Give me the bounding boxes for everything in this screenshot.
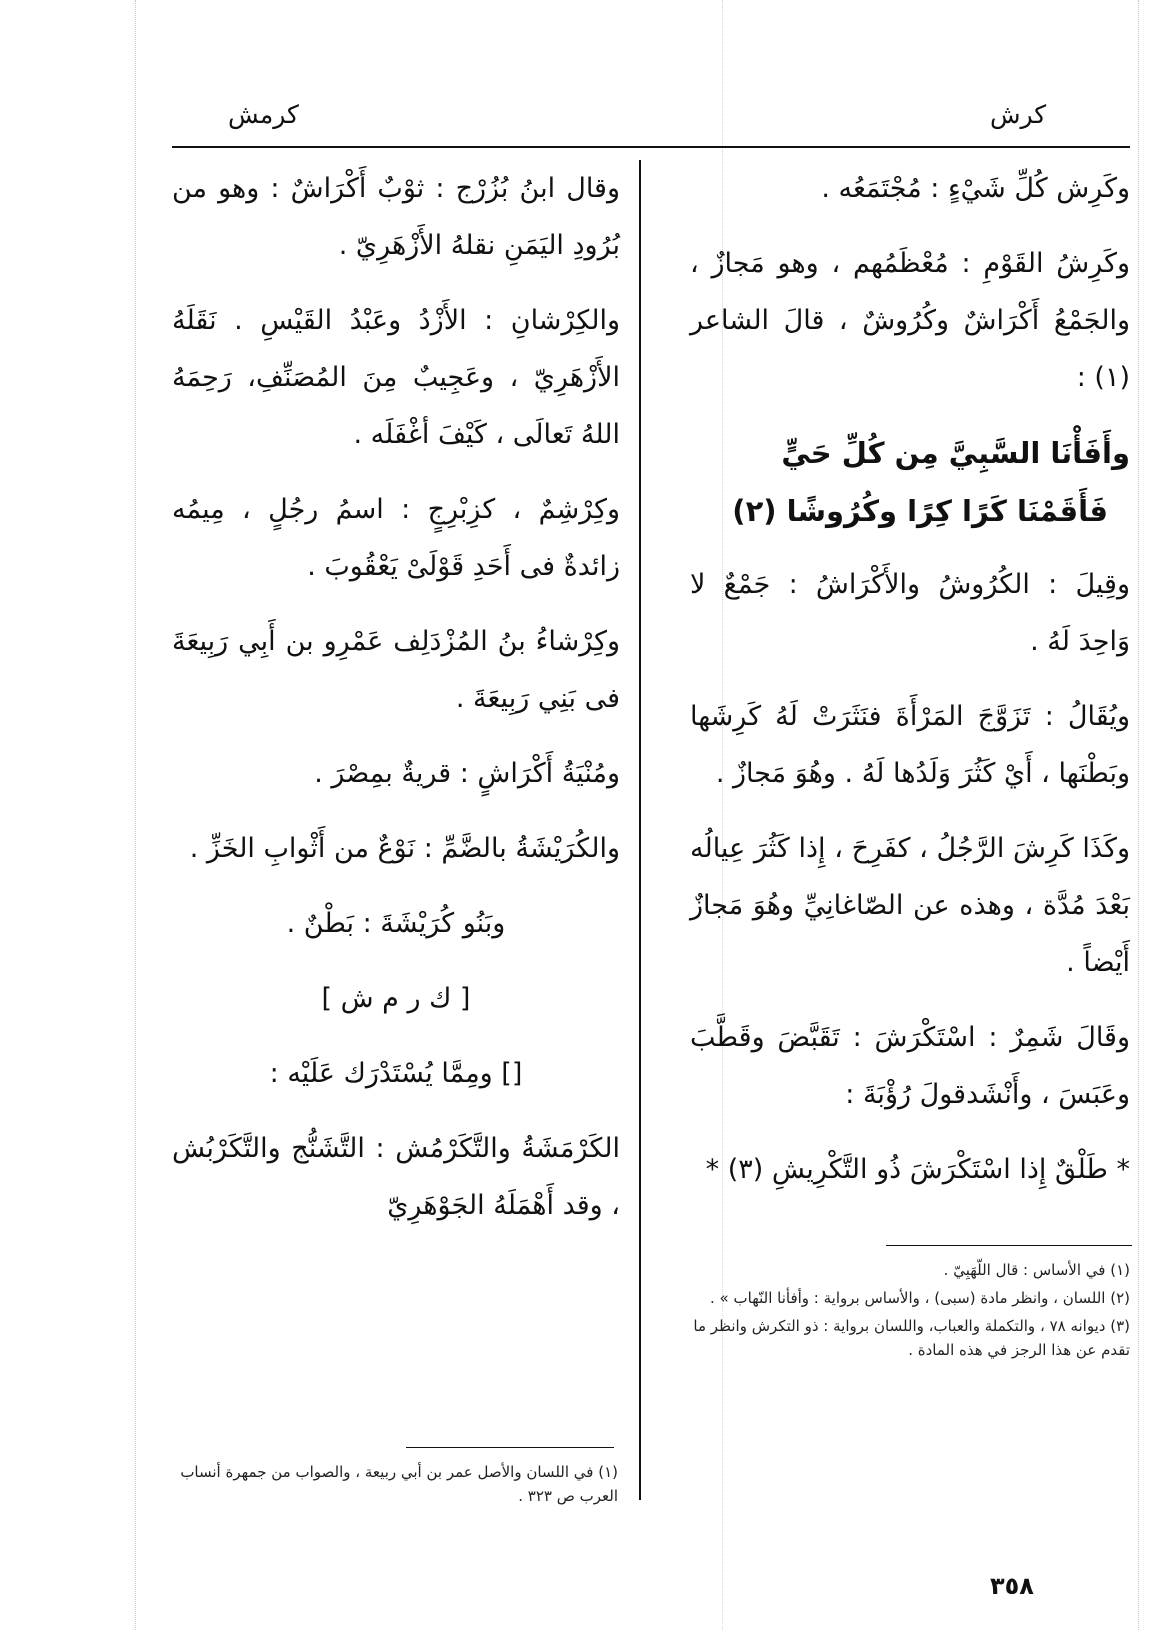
- entry-paragraph: وكِرْشاءُ بنُ المُزْدَلِف عَمْرِو بن أَبِي رَبِيعَةَ فى بَنِي رَبِيعَةَ .: [172, 626, 620, 714]
- entry-paragraph: وبَنُو كُرَيْشَةَ : بَطْنٌ .: [286, 908, 506, 939]
- right-column: [690, 160, 1130, 1216]
- left-column: [172, 160, 620, 1252]
- footnote: (٢) اللسان ، وانظر مادة (سبى) ، والأساس برواية : وأفأنا النّهاب » .: [710, 1289, 1130, 1307]
- footnote: (١) في الأساس : قال اللّهَبِيّ .: [943, 1261, 1130, 1279]
- poetry-verse: [690, 424, 1130, 540]
- page-number: ٣٥٨: [990, 1572, 1034, 1600]
- entry-paragraph: وكَرِشُ القَوْمِ : مُعْظَمُهم ، وهو مَجازٌ ، والجَمْعُ أَكْرَاشٌ وكُرُوشٌ ، قالَ الشاعر (١) :: [690, 248, 1130, 393]
- entry-paragraph: والكِرْشانِ : الأَزْدُ وعَبْدُ القَيْسِ . نَقَلَهُ الأَزْهَرِيّ ، وعَجِيبٌ مِنَ المُصَنِّفِ، رَحِمَهُ اللهُ تَعالَى ، كَيْفَ أغْفَلَه .: [172, 305, 620, 450]
- running-header-left: كرمش: [228, 100, 299, 129]
- scan-edge-right: [1138, 0, 1139, 1630]
- entry-heading: [ ك ر م ش ]: [321, 983, 471, 1014]
- column-divider: [639, 160, 641, 1500]
- entry-paragraph: وقال ابنُ بُزُرْج : ثوْبٌ أَكْرَاشٌ : وهو من بُرُودِ اليَمَنِ نقلهُ الأَزْهَرِيّ .: [172, 173, 620, 261]
- footnote: (٣) ديوانه ٧٨ ، والتكملة والعباب، واللسان برواية : ذو التكرش وانظر ما تقدم عن هذا الرجز في هذه المادة .: [693, 1317, 1130, 1359]
- verse-line-1: وأَفَأْنَا السَّبِيَّ مِن كُلِّ حَيٍّ: [781, 436, 1130, 470]
- scan-edge-left: [135, 0, 136, 1630]
- entry-paragraph: وكَذَا كَرِشَ الرَّجُلُ ، كفَرِحَ ، إِذا كَثُرَ عِيالُه بَعْدَ مُدَّة ، وهذه عن الصّاغانِيِّ وهُوَ مَجازٌ أَيْضاً .: [690, 833, 1130, 978]
- footnote-rule-right: [886, 1245, 1132, 1246]
- entry-paragraph: وقِيلَ : الكُرُوشُ والأَكْرَاشُ : جَمْعٌ لا وَاحِدَ لَهُ .: [690, 569, 1130, 657]
- running-header-right: كرش: [990, 100, 1047, 129]
- entry-paragraph: الكَرْمَشَةُ والتَّكَرْمُش : التَّشَنُّج والتَّكَرْبُش ، وقد أَهْمَلَهُ الجَوْهَرِيّ: [172, 1133, 620, 1221]
- entry-paragraph: والكُرَيْشَةُ بالضَّمِّ : نَوْعٌ من أَثْوابِ الخَزِّ .: [189, 833, 620, 864]
- entry-paragraph: وقَالَ شَمِرٌ : اسْتَكْرَشَ : تَقَبَّضَ وقَطَّبَ وعَبَسَ ، وأَنْشَدقولَ رُؤْبَةَ :: [690, 1022, 1130, 1110]
- footnote-rule-left: [406, 1447, 614, 1448]
- entry-paragraph: [] ومِمَّا يُسْتَدْرَك عَلَيْه :: [269, 1058, 523, 1089]
- header-rule: [172, 146, 1130, 148]
- verse-line-2: فَأَقَمْنَا كَرًا كِرًا وكُرُوشًا (٢): [732, 494, 1108, 528]
- footnotes-right: [688, 1258, 1130, 1366]
- footnotes-left: [172, 1460, 618, 1512]
- footnote: (١) في اللسان والأصل عمر بن أبي ربيعة ، والصواب من جمهرة أنساب العرب ص ٣٢٣ .: [180, 1463, 618, 1505]
- entry-paragraph: ومُنْيَةُ أَكْرَاشٍ : قريةٌ بمِصْرَ .: [314, 758, 620, 789]
- rajaz-verse: * طَلْقٌ إِذا اسْتَكْرَشَ ذُو التَّكْرِيشِ (٣) *: [705, 1154, 1130, 1185]
- entry-paragraph: وكِرْشِمٌ ، كزِبْرِجٍ : اسمُ رجُلٍ ، مِيمُه زائدةٌ فى أَحَدِ قَوْلَىْ يَعْقُوبَ .: [172, 494, 620, 582]
- entry-paragraph: ويُقَالُ : تَزَوَّجَ المَرْأَةَ فنَثَرَتْ لَهُ كَرِشَها وبَطْنَها ، أَيْ كَثُرَ وَلَدُها لَهُ . وهُوَ مَجازٌ .: [690, 701, 1130, 789]
- entry-paragraph: وكَرِش كُلِّ شَيْءٍ : مُجْتَمَعُه .: [821, 173, 1130, 204]
